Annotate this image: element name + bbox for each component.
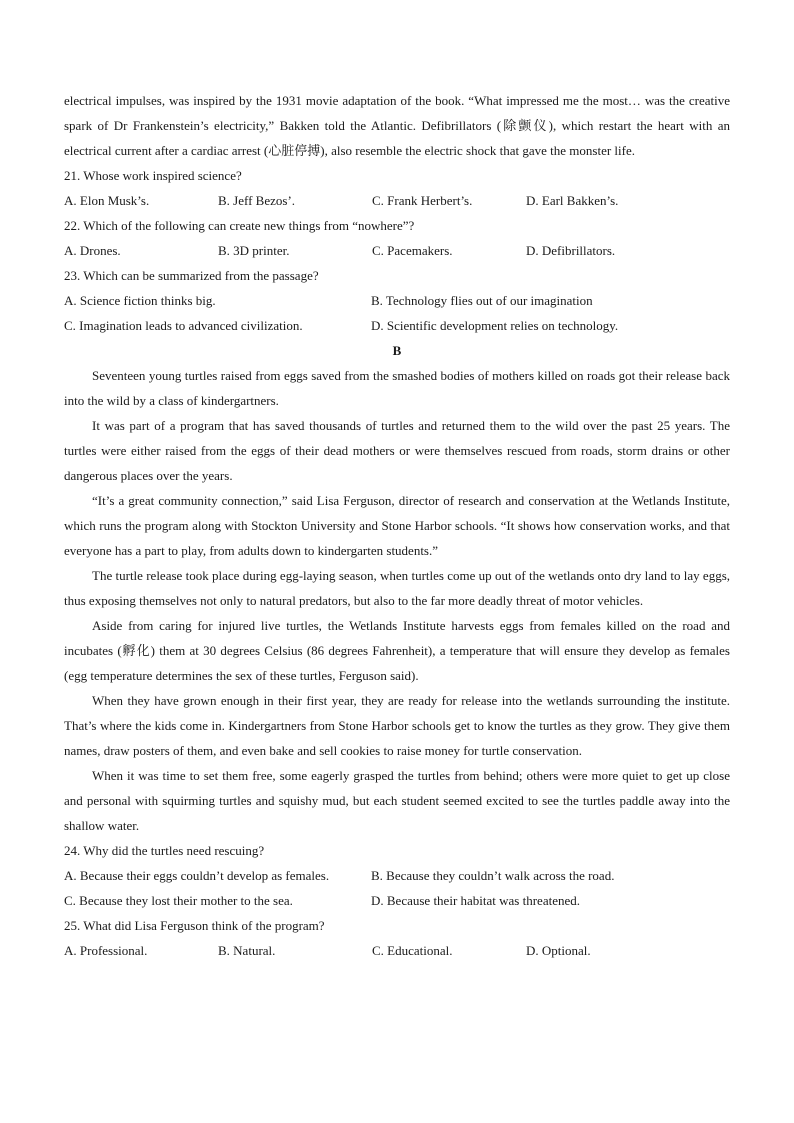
question-24-stem: 24. Why did the turtles need rescuing? (64, 843, 265, 858)
question-22-option-b: B. 3D printer. (218, 243, 290, 258)
passage-b-paragraph: “It’s a great community connection,” said Lisa Ferguson, director of research and conservation at the Wetlands Institute, which runs the program along with Stockton University and Stone Harbor schools. “It shows how conservation works, and that everyone has a part to play, from adults down to kindergarten students.” (64, 493, 730, 558)
intro-paragraph: electrical impulses, was inspired by the 1931 movie adaptation of the book. “What impressed me the most… was the creative spark of Dr Frankenstein’s electricity,” Bakken told the Atlantic. Defibrillators (除颤仪), which restart the heart with an electrical current after a cardiac arrest (心脏停搏), also resemble the electric shock that gave the monster life. (64, 93, 730, 158)
question-21-stem: 21. Whose work inspired science? (64, 168, 242, 183)
question-23-option-b: B. Technology flies out of our imagination (371, 293, 593, 308)
question-24-option-b: B. Because they couldn’t walk across the road. (371, 868, 615, 883)
question-23-options-row-1 (64, 288, 730, 313)
question-23-option-a: A. Science fiction thinks big. (64, 293, 216, 308)
section-heading-b: B (392, 343, 402, 358)
passage-b-paragraph: The turtle release took place during egg-laying season, when turtles come up out of the wetlands onto dry land to lay eggs, thus exposing themselves not only to natural predators, but also to the far more deadly threat of motor vehicles. (64, 568, 730, 608)
passage-b-paragraph: Aside from caring for injured live turtles, the Wetlands Institute harvests eggs from females killed on the road and incubates (孵化) them at 30 degrees Celsius (86 degrees Fahrenheit), a temperature that will ensure they develop as females (egg temperature determines the sex of these turtles, Ferguson said). (64, 618, 730, 683)
question-23-option-d: D. Scientific development relies on technology. (371, 318, 619, 333)
question-25-option-b: B. Natural. (218, 943, 276, 958)
question-25-option-c: C. Educational. (372, 943, 453, 958)
question-21-option-a: A. Elon Musk’s. (64, 193, 150, 208)
passage-b-paragraph: When it was time to set them free, some eagerly grasped the turtles from behind; others were more quiet to get up close and personal with squirming turtles and squishy mud, but each student seemed excited to see the turtles paddle away into the shallow water. (64, 768, 730, 833)
question-25-stem: 25. What did Lisa Ferguson think of the program? (64, 918, 325, 933)
question-25-option-a: A. Professional. (64, 943, 148, 958)
question-21-option-c: C. Frank Herbert’s. (372, 193, 473, 208)
question-23-stem: 23. Which can be summarized from the passage? (64, 268, 319, 283)
question-22-options (64, 238, 730, 263)
question-25-options (64, 938, 730, 963)
question-24-option-c: C. Because they lost their mother to the sea. (64, 893, 293, 908)
passage-b-paragraph: It was part of a program that has saved thousands of turtles and returned them to the wild over the past 25 years. The turtles were either raised from the eggs of their dead mothers or were themselves rescued from roads, storm drains or other dangerous places over the years. (64, 418, 730, 483)
question-22-option-c: C. Pacemakers. (372, 243, 453, 258)
question-21-option-b: B. Jeff Bezos’. (218, 193, 296, 208)
question-23-options-row-2 (64, 313, 730, 338)
question-23-option-c: C. Imagination leads to advanced civilization. (64, 318, 303, 333)
passage-b-paragraph: When they have grown enough in their first year, they are ready for release into the wetlands surrounding the institute. That’s where the kids come in. Kindergartners from Stone Harbor schools get to know the turtles as they grow. They give them names, draw posters of them, and even bake and sell cookies to raise money for turtle conservation. (64, 693, 730, 758)
question-22-stem: 22. Which of the following can create new things from “nowhere”? (64, 218, 415, 233)
question-21-option-d: D. Earl Bakken’s. (526, 193, 619, 208)
question-24-option-a: A. Because their eggs couldn’t develop as females. (64, 868, 330, 883)
question-22-option-a: A. Drones. (64, 243, 121, 258)
question-21-options (64, 188, 730, 213)
passage-b-paragraph: Seventeen young turtles raised from eggs saved from the smashed bodies of mothers killed on roads got their release back into the wild by a class of kindergartners. (64, 368, 730, 408)
question-25-option-d: D. Optional. (526, 943, 591, 958)
question-22-option-d: D. Defibrillators. (526, 243, 616, 258)
question-24-option-d: D. Because their habitat was threatened. (371, 893, 580, 908)
question-24-options-row-2 (64, 888, 730, 913)
question-24-options-row-1 (64, 863, 730, 888)
